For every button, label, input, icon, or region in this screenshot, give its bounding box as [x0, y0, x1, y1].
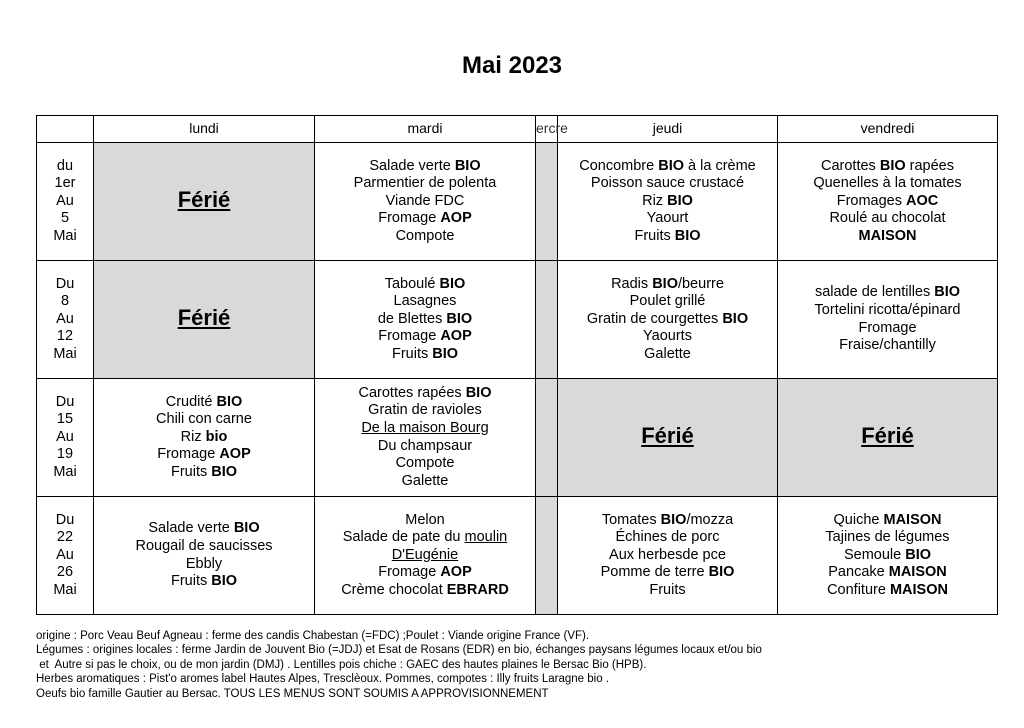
menu-cell-jeudi [558, 379, 778, 497]
week-dates [37, 379, 94, 497]
menu-item [778, 582, 997, 600]
menu-item-label-badge: BIO [211, 463, 238, 480]
footer-notes [36, 629, 762, 701]
menu-item-text: Gratin de ravioles [368, 402, 482, 419]
menu-item-text: Pomme de terre [600, 564, 709, 581]
menu-item [558, 158, 777, 176]
menu-item-text: Crudité [165, 393, 217, 410]
date-line: 12 [56, 328, 74, 345]
menu-item-text: Du champsaur [377, 437, 473, 454]
menu-item [778, 193, 997, 211]
menu-item-text: Fromage [378, 210, 441, 227]
menu-item-label-badge: AOP [440, 564, 472, 581]
menu-cell-lundi [94, 379, 315, 497]
menu-item-text: De la maison Bourg [361, 419, 489, 436]
menu-item [315, 455, 535, 473]
menu-item-label-badge: MAISON [889, 581, 948, 598]
menu-item [558, 346, 777, 364]
menu-cell-mardi [315, 143, 536, 261]
menu-item [94, 573, 314, 591]
menu-item [558, 193, 777, 211]
menu-item [94, 520, 314, 538]
menu-item-text: Pancake [828, 564, 889, 581]
menu-item [778, 210, 997, 228]
menu-item [94, 429, 314, 447]
menu-item [315, 210, 535, 228]
menu-item [315, 529, 535, 547]
menu-item [94, 538, 314, 556]
menu-cell-mardi [315, 497, 536, 615]
menu-item [315, 547, 535, 565]
menu-item-text: Aux herbesde pce [609, 546, 726, 563]
menu-item-text: Yaourt [646, 210, 689, 227]
menu-item-label-badge: BIO [446, 310, 473, 327]
menu-item-text: Galette [401, 472, 449, 489]
menu-cell-lundi [94, 143, 315, 261]
menu-item-text: à la crème [684, 157, 756, 174]
menu-item-text: Fromages [836, 192, 907, 209]
menu-item-text: Fruits [391, 345, 433, 362]
menu-item-label-badge: AOP [440, 210, 472, 227]
menu-item-text: D'Eugénie [391, 546, 459, 563]
menu-item-text: Salade verte [148, 520, 234, 537]
menu-item-text: Roulé au chocolat [829, 210, 946, 227]
menu-item-text: rapées [905, 157, 954, 174]
menu-item [315, 328, 535, 346]
menu-item-text: /mozza [686, 511, 734, 528]
menu-item-label-badge: BIO [667, 192, 693, 209]
menu-cell-vendredi [778, 143, 998, 261]
menu-cell-lundi [94, 497, 315, 615]
menu-item [778, 284, 997, 302]
menu-item [315, 438, 535, 456]
menu-item [315, 293, 535, 311]
menu-item-label-badge: BIO [879, 157, 906, 174]
menu-item-text: Chili con carne [156, 411, 252, 428]
menu-item-label-badge: BIO [465, 384, 492, 401]
menu-item-text: Échines de porc [615, 529, 720, 546]
menu-item-text: Compote [395, 227, 455, 244]
menu-item-label-badge: BIO [211, 573, 238, 590]
menu-item [315, 402, 535, 420]
menu-item-label-badge: BIO [233, 520, 260, 537]
mercredi-cell [536, 497, 558, 615]
header-jeudi: jeudi [558, 116, 778, 143]
menu-item-text: Fruits [634, 227, 675, 244]
date-line: Au [56, 310, 74, 327]
menu-item [778, 529, 997, 547]
date-line: Au [56, 546, 74, 563]
menu-item-text: Compote [395, 455, 455, 472]
menu-item [315, 346, 535, 364]
menu-item-text: Fruits [649, 581, 686, 598]
menu-item-text: Tomates [601, 511, 661, 528]
date-line: Mai [53, 345, 77, 362]
menu-item-text: Carottes [821, 157, 880, 174]
menu-item-text: Fromage [378, 564, 441, 581]
menu-item-text: Ebbly [185, 555, 223, 572]
menu-item-text: Parmentier de polenta [353, 175, 497, 192]
menu-item-text: Confiture [827, 581, 890, 598]
header-vendredi: vendredi [778, 116, 998, 143]
menu-item-text: Salade verte [369, 157, 455, 174]
menu-item [558, 210, 777, 228]
menu-item-text: Yaourts [643, 328, 692, 345]
date-line: Au [56, 428, 74, 445]
footer-line: Oeufs bio famille Gautier au Bersac. TOUS LES MENUS SONT SOUMIS A APPROVISIONNEMENT [36, 687, 549, 700]
menu-item [94, 556, 314, 574]
menu-item [558, 547, 777, 565]
menu-item-text: Poulet grillé [629, 293, 706, 310]
header-lundi: lundi [94, 116, 315, 143]
menu-item [558, 276, 777, 294]
menu-item-text: Tortelini ricotta/épinard [814, 301, 961, 318]
menu-item-text: salade de lentilles [814, 284, 935, 301]
menu-item-text: Poisson sauce crustacé [590, 175, 745, 192]
menu-item-text: Riz [642, 192, 668, 209]
menu-item [315, 193, 535, 211]
header-empty [37, 116, 94, 143]
menu-item-text: Fraise/chantilly [839, 337, 936, 354]
menu-item [558, 328, 777, 346]
date-line: 1er [54, 175, 76, 192]
date-line: Du [55, 511, 75, 528]
menu-item [778, 564, 997, 582]
menu-item [315, 582, 535, 600]
week-dates [37, 261, 94, 379]
menu-item-text: Viande FDC [385, 192, 465, 209]
menu-item-text: Rougail de saucisses [135, 537, 273, 554]
menu-item [315, 228, 535, 246]
menu-item-label-badge: BIO [658, 157, 685, 174]
menu-item-text: Quenelles à la tomates [813, 175, 962, 192]
menu-cell-vendredi [778, 379, 998, 497]
menu-item [94, 464, 314, 482]
menu-item-label-badge: BIO [722, 310, 749, 327]
menu-item-label-badge: BIO [934, 284, 961, 301]
menu-cell-mardi [315, 261, 536, 379]
date-line: 26 [56, 564, 74, 581]
menu-item-text: Tajines de légumes [825, 529, 950, 546]
menu-item [315, 564, 535, 582]
menu-cell-jeudi [558, 143, 778, 261]
week-row [37, 497, 998, 615]
date-line: 22 [56, 529, 74, 546]
menu-table [36, 115, 998, 615]
menu-item [315, 175, 535, 193]
week-dates [37, 143, 94, 261]
menu-item-label-badge: AOC [906, 192, 939, 209]
page-title: Mai 2023 [461, 52, 563, 79]
date-line: Au [56, 192, 74, 209]
ferie-label: Férié [641, 422, 694, 448]
menu-item-text: Lasagnes [393, 293, 457, 310]
footer-line: et Autre si pas le choix, ou de mon jardin (DMJ) . Lentilles pois chiche : GAEC des hautes plaines le Bersac Bio (HPB). [36, 658, 647, 671]
date-line: 15 [56, 411, 74, 428]
menu-item-label-badge: MAISON [858, 227, 917, 244]
menu-item [778, 320, 997, 338]
menu-item [558, 529, 777, 547]
date-line: Mai [53, 227, 77, 244]
menu-cell-lundi [94, 261, 315, 379]
week-row [37, 143, 998, 261]
menu-item [558, 293, 777, 311]
menu-item [558, 311, 777, 329]
menu-item [315, 420, 535, 438]
menu-item [315, 311, 535, 329]
menu-item [778, 512, 997, 530]
ferie-label: Férié [177, 304, 231, 330]
menu-item [315, 385, 535, 403]
menu-item-text: Fruits [170, 573, 212, 590]
menu-item-text: Galette [644, 345, 691, 362]
menu-item-label-badge: BIO [432, 345, 459, 362]
menu-item-label-badge: MAISON [883, 511, 942, 528]
menu-item [778, 302, 997, 320]
mercredi-cell [536, 379, 558, 497]
menu-item [558, 512, 777, 530]
menu-cell-jeudi [558, 261, 778, 379]
menu-cell-vendredi [778, 497, 998, 615]
menu-item [778, 547, 997, 565]
menu-item-label-badge: BIO [216, 393, 243, 410]
ferie-label: Férié [177, 186, 231, 212]
menu-item-label-badge: EBRARD [446, 581, 509, 598]
menu-item [315, 158, 535, 176]
menu-item-label-badge: BIO [674, 227, 701, 244]
date-line: Mai [53, 463, 77, 480]
footer-line: origine : Porc Veau Beuf Agneau : ferme des candis Chabestan (=FDC) ;Poulet : Viande origine France (VF). [36, 630, 590, 642]
date-line: Mai [53, 581, 77, 598]
date-line: 5 [60, 210, 70, 227]
menu-item-text: de Blettes [377, 310, 447, 327]
menu-item [94, 446, 314, 464]
menu-item [94, 411, 314, 429]
menu-item [315, 276, 535, 294]
menu-item [315, 512, 535, 530]
menu-item [94, 394, 314, 412]
menu-item-text: Taboulé [384, 275, 440, 292]
menu-item-text: Fromage [858, 319, 917, 336]
date-line: 8 [60, 293, 70, 310]
header-mardi: mardi [315, 116, 536, 143]
week-row [37, 261, 998, 379]
date-line: Du [55, 393, 75, 410]
menu-item-label-badge: BIO [708, 564, 735, 581]
menu-item [778, 337, 997, 355]
menu-item-text: Fromage [378, 328, 441, 345]
menu-item-text: Carottes rapées [358, 384, 466, 401]
date-line: du [56, 157, 74, 174]
menu-item-text: Quiche [833, 511, 884, 528]
menu-item-label-badge: BIO [660, 511, 687, 528]
date-line: Du [55, 275, 75, 292]
menu-item-label-badge: BIO [905, 546, 932, 563]
date-line: 19 [56, 446, 74, 463]
menu-item-text: Radis [611, 275, 653, 292]
menu-item [558, 564, 777, 582]
menu-item [558, 228, 777, 246]
menu-item-text: Riz [180, 428, 206, 445]
menu-item-label-badge: AOP [440, 328, 472, 345]
menu-cell-jeudi [558, 497, 778, 615]
menu-item-text: Concombre [579, 157, 659, 174]
menu-item-label-badge: bio [205, 428, 228, 445]
menu-item-text: /beurre [677, 275, 724, 292]
header-row [37, 116, 998, 143]
menu-item-label-badge: MAISON [888, 564, 947, 581]
menu-cell-vendredi [778, 261, 998, 379]
menu-item-text: Salade de pate du moulin [342, 529, 508, 546]
menu-item [778, 175, 997, 193]
menu-item-text: Semoule [843, 546, 906, 563]
footer-line: Herbes aromatiques : Pist'o aromes label Hautes Alpes, Tresclèoux. Pommes, compotes : Illy fruits Laragne bio . [36, 673, 609, 686]
header-mercredi: ercre [536, 116, 558, 143]
ferie-label: Férié [861, 422, 914, 448]
menu-item-text: Fromage [157, 446, 220, 463]
menu-item-label-badge: AOP [219, 446, 251, 463]
menu-item [315, 473, 535, 491]
menu-item [778, 228, 997, 246]
menu-item-label-badge: BIO [652, 275, 678, 292]
menu-item-label-badge: BIO [439, 275, 466, 292]
week-dates [37, 497, 94, 615]
mercredi-cell [536, 143, 558, 261]
footer-line: Légumes : origines locales : ferme Jardin de Jouvent Bio (=JDJ) et Esat de Rosans (EDR) en bio, échanges paysans légumes locaux et/ou bio [36, 644, 762, 657]
menu-item-text: Melon [405, 511, 445, 528]
menu-item [778, 158, 997, 176]
menu-item-text: Fruits [170, 463, 212, 480]
menu-item-label-badge: BIO [454, 157, 481, 174]
menu-cell-mardi [315, 379, 536, 497]
menu-item-text: Crème chocolat [341, 581, 447, 598]
menu-item-text: Gratin de courgettes [586, 310, 723, 327]
menu-item [558, 175, 777, 193]
week-row [37, 379, 998, 497]
mercredi-cell [536, 261, 558, 379]
menu-item [558, 582, 777, 600]
